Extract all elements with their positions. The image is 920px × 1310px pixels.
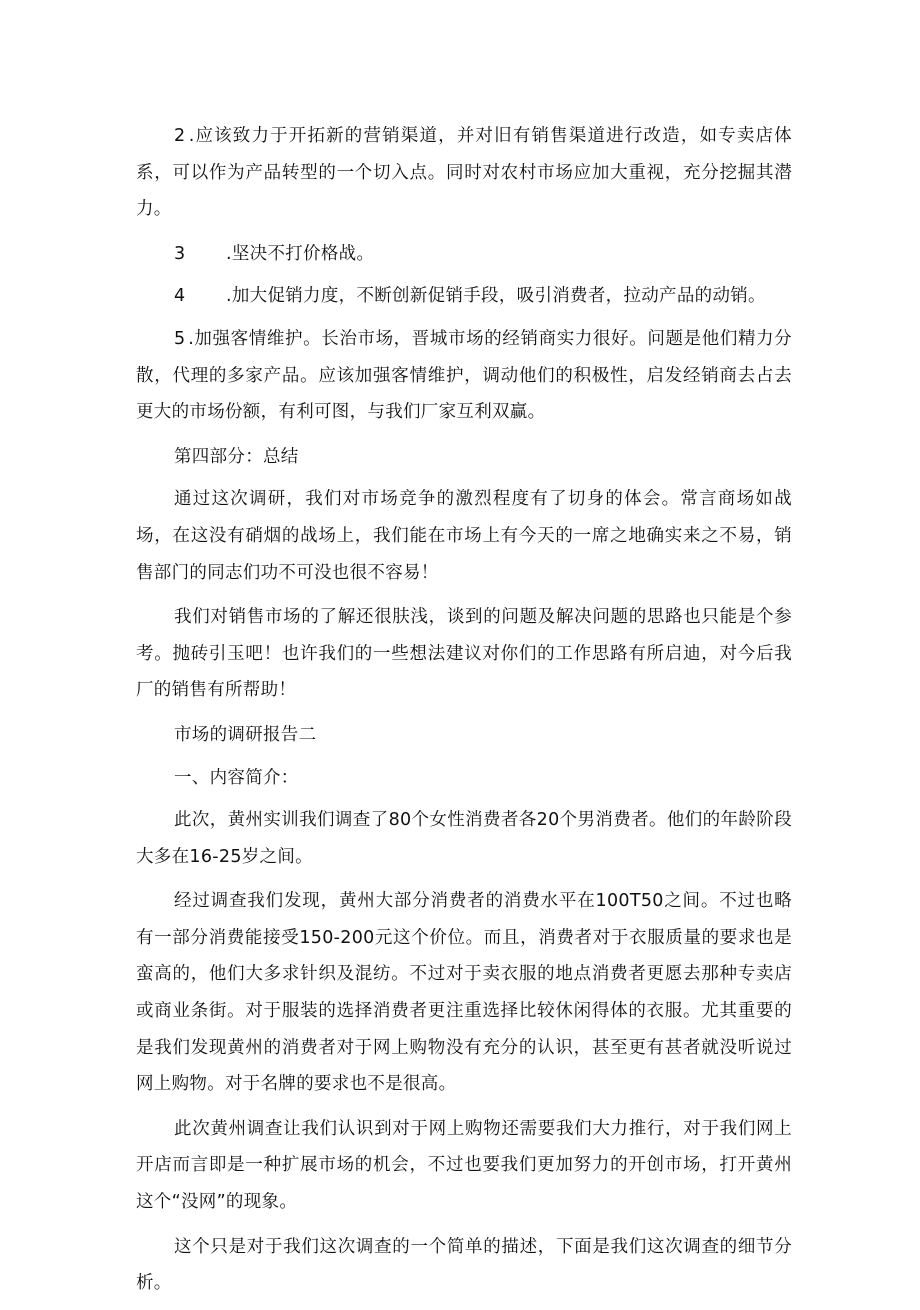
list-number: 5 (174, 328, 186, 349)
intro-paragraph-4: 这个只是对于我们这次调查的一个简单的描述，下面是我们这次调查的细节分析。 (136, 1236, 792, 1294)
summary-paragraph-1: 通过这次调研，我们对市场竞争的激烈程度有了切身的体会。常言商场如战场，在这没有硝烟的战场上，我们能在市场上有今天的一席之地确实来之不易，销售部门的同志们功不可没也很不容易！ (136, 489, 792, 583)
summary-paragraph-2: 我们对销售市场的了解还很肤浅，谈到的问题及解决问题的思路也只能是个参考。抛砖引玉吧！也许我们的一些想法建议对你们的工作思路有所启迪，对今后我厂的销售有所帮助！ (136, 607, 792, 701)
document-body (136, 118, 792, 1310)
intro-paragraph-3: 此次黄州调查让我们认识到对于网上购物还需要我们大力推行，对于我们网上开店而言即是一种扩展市场的机会，不过也要我们更加努力的开创市场，打开黄州这个“没网”的现象。 (136, 1118, 792, 1213)
list-text: .加大促销力度，不断创新促销手段，吸引消费者，拉动产品的动销。 (226, 286, 766, 307)
intro-paragraph-2: 经过调查我们发现，黄州大部分消费者的消费水平在100T50之间。不过也略有一部分消费能接受150-200元这个价位。而且，消费者对于衣服质量的要求也是蛮高的，他们大多求针织及混纺。不过对于卖衣服的地点消费者更愿去那种专卖店或商业条街。对于服装的选择消费者更注重选择比较休闲得体的衣服。尤其重要的是我们发现黄州的消费者对于网上购物没有充分的认识，甚至更有甚者就没听说过网上购物。对于名牌的要求也不是很高。 (136, 891, 792, 1095)
list-text: .应该致力于开拓新的营销渠道，并对旧有销售渠道进行改造，如专卖店体系，可以作为产品转型的一个切入点。同时对农村市场应加大重视，充分挖掘其潜力。 (136, 126, 792, 220)
section-heading-intro: 一、内容简介： (174, 767, 299, 788)
list-number: 4 (174, 286, 186, 307)
list-text: .加强客情维护。长治市场，晋城市场的经销商实力很好。问题是他们精力分散，代理的多家产品。应该加强客情维护，调动他们的积极性，启发经销商去占去更大的市场份额，有利可图，与我们厂家互利双赢。 (136, 328, 792, 423)
list-number: 2 (174, 126, 186, 146)
list-item-3 (136, 236, 792, 273)
list-item-4 (136, 278, 792, 315)
list-item-2 (136, 118, 792, 228)
section-heading-part4: 第四部分：总结 (174, 446, 299, 467)
list-text: .坚决不打价格战。 (226, 243, 375, 264)
list-number: 3 (174, 243, 186, 264)
intro-paragraph-1: 此次，黄州实训我们调查了80个女性消费者各20个男消费者。他们的年龄阶段大多在16-25岁之间。 (136, 810, 792, 867)
list-item-5 (136, 321, 792, 431)
report-title: 市场的调研报告二 (174, 724, 317, 745)
